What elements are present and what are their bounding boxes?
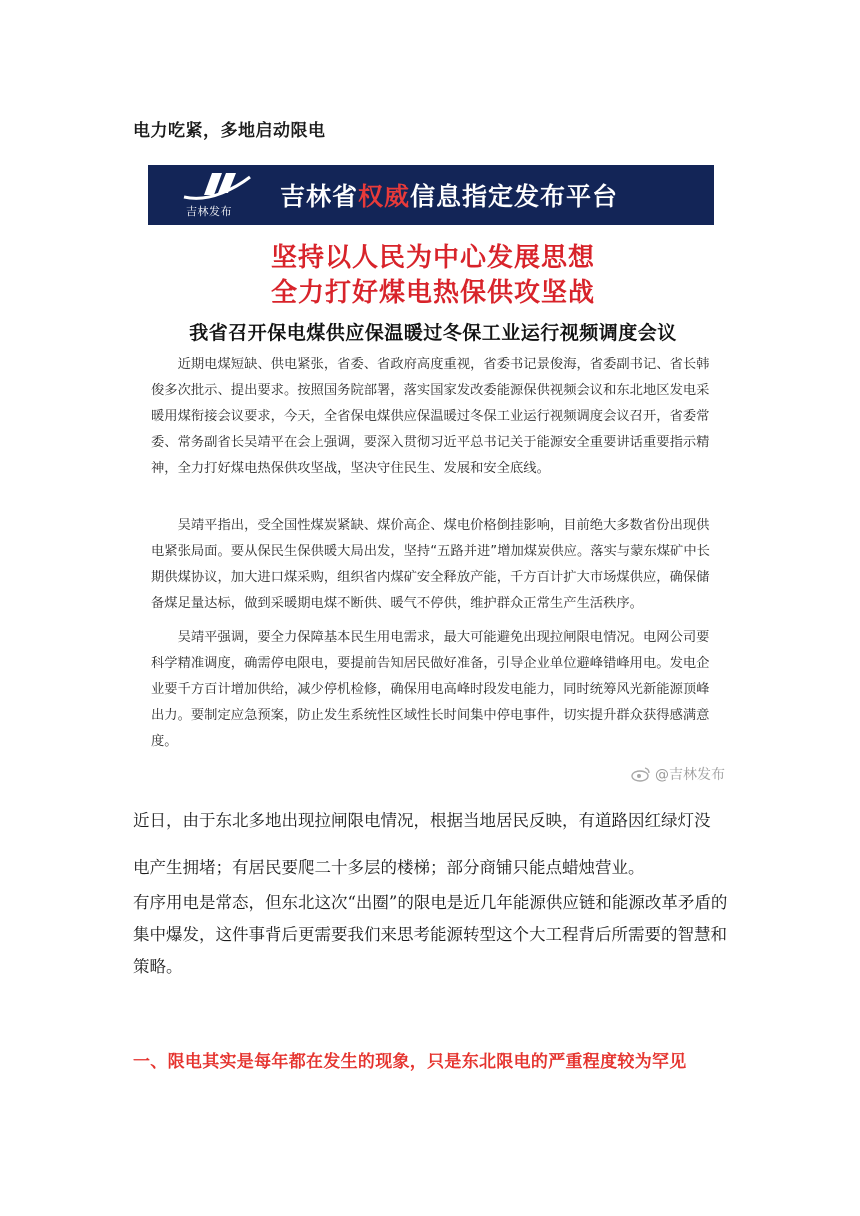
body-line-2: 电产生拥堵；有居民要爬二十多层的楼梯；部分商铺只能点蜡烛营业。 (133, 858, 645, 877)
logo-text: 吉林发布 (186, 205, 232, 218)
subheadline: 我省召开保电煤供应保温暖过冬保工业运行视频调度会议 (189, 322, 677, 344)
embed-paragraph: 吴靖平指出，受全国性煤炭紧缺、煤价高企、煤电价格倒挂影响，目前绝大多数省份出现供电紧张局面。要从保民生保供暖大局出发，坚持“五路并进”增加煤炭供应。落实与蒙东煤矿中长期供煤协议，加大进口煤采购，组织省内煤矿安全释放产能，千方百计扩大市场煤供应，确保储备煤足量达标，做到采暖期电煤不断供、暖气不停供，维护群众正常生产生活秩序。 (151, 518, 710, 611)
jilin-logo-mark-icon (182, 171, 252, 205)
embedded-news-image (133, 150, 733, 790)
embed-paragraph: 近期电煤短缺、供电紧张，省委、省政府高度重视，省委书记景俊海，省委副书记、省长韩俊多次批示、提出要求。按照国务院部署，落实国家发改委能源保供视频会议和东北地区发电采暖用煤衔接会议要求，今天，全省保电煤供应保温暖过冬保工业运行视频调度会议召开，省委常委、常务副省长吴靖平在会上强调，要深入贯彻习近平总书记关于能源安全重要讲话重要指示精神，全力打好煤电热保供攻坚战，坚决守住民生、发展和安全底线。 (151, 357, 710, 476)
body-paragraph-2: 有序用电是常态，但东北这次“出圈”的限电是近几年能源供应链和能源改革矛盾的集中爆发，这件事背后更需要我们来思考能源转型这个大工程背后所需要的智慧和策略。 (133, 893, 728, 976)
weibo-icon (631, 766, 651, 782)
embed-paragraph: 吴靖平强调，要全力保障基本民生用电需求，最大可能避免出现拉闸限电情况。电网公司要科学精准调度，确需停电限电，要提前告知居民做好准备，引导企业单位避峰错峰用电。发电企业要千方百计增加供给，减少停机检修，确保用电高峰时段发电能力，同时统筹风光新能源顶峰出力。要制定应急预案，防止发生系统性区域性长时间集中停电事件，切实提升群众获得感满意度。 (151, 630, 710, 749)
headline-line-1: 坚持以人民为中心发展思想 (270, 243, 595, 273)
jilin-fabu-logo (178, 165, 258, 225)
section-heading: 一、限电其实是每年都在发生的现象，只是东北限电的严重程度较为罕见 (133, 1052, 687, 1072)
banner (148, 165, 714, 225)
headline-line-2: 全力打好煤电热保供攻坚战 (270, 278, 595, 308)
banner-title: 吉林省权威信息指定发布平台 (280, 182, 619, 211)
article-title: 电力吃紧，多地启动限电 (133, 121, 326, 141)
weibo-watermark (631, 764, 725, 784)
body-line-1: 近日，由于东北多地出现拉闸限电情况，根据当地居民反映，有道路因红绿灯没 (133, 811, 711, 830)
watermark-text: @吉林发布 (655, 767, 725, 783)
